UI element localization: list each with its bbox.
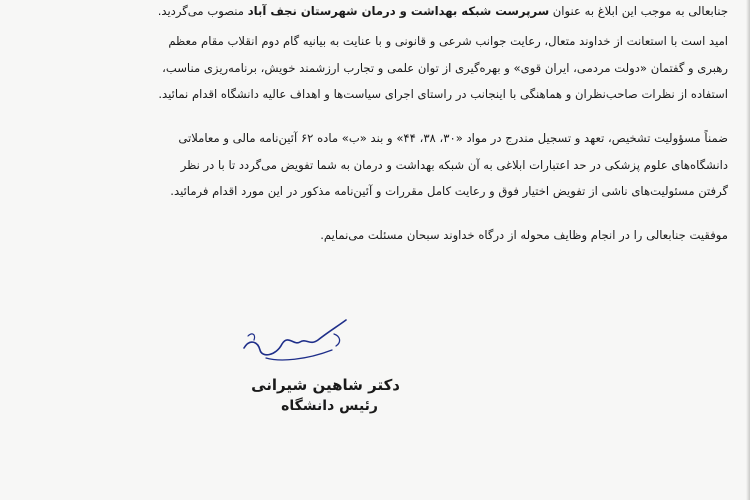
closing-line: موفقیت جنابعالی را در انجام وظایف محوله از درگاه خداوند سبحان مسئلت می‌نمایم. [320,228,728,242]
delegation-line-2: دانشگاه‌های علوم پزشکی در حد اعتبارات ابلاغی به آن شبکه بهداشت و درمان به شما تفویض می‌گردد تا با در نظر [180,157,728,172]
appointment-line [28,0,728,25]
expectation-line-3: استفاده از نظرات صاحب‌نظران و هماهنگی با اینجانب در راستای اجرای سیاست‌ها و اهداف عالیه دانشگاه اقدام نمائید. [158,87,728,102]
delegation-line-1: ضمناً مسؤولیت تشخیص، تعهد و تسجیل مندرج در مواد «۳۰، ۳۸، ۴۴» و بند «ب» ماده ۶۲ آئین‌نامه مالی و معاملاتی [178,131,728,145]
handwritten-signature [236,312,356,372]
closing-paragraph [28,222,728,249]
signatory-name: دکتر شاهین شیرانی [251,376,400,394]
appointment-position: سرپرست شبکه بهداشت و درمان شهرستان نجف آباد [247,4,550,18]
appointment-text-start: جنابعالی به موجب این ابلاغ به عنوان [549,4,728,18]
expectation-line-1: امید است با استعانت از خداوند متعال، رعایت جوانب شرعی و قانونی و با عنایت به بیانیه گام دوم انقلاب مقام معظم [168,34,728,48]
signatory-title: رئیس دانشگاه [281,398,378,414]
page-edge-shadow [746,0,750,500]
delegation-line-3: گرفتن مسئولیت‌های ناشی از تفویض اختیار فوق و رعایت کامل مقررات و آئین‌نامه مذکور در این مورد اقدام فرمائید. [170,184,728,199]
expectation-paragraph [28,28,728,108]
appointment-text-end: منصوب می‌گردید. [157,4,248,18]
delegation-paragraph [28,125,728,205]
expectation-line-2: رهبری و گفتمان «دولت مردمی، ایران قوی» و بهره‌گیری از توان علمی و تجارب ارزشمند خویش، برنامه‌ریزی مناسب، [162,60,728,75]
appointment-paragraph [28,0,728,25]
